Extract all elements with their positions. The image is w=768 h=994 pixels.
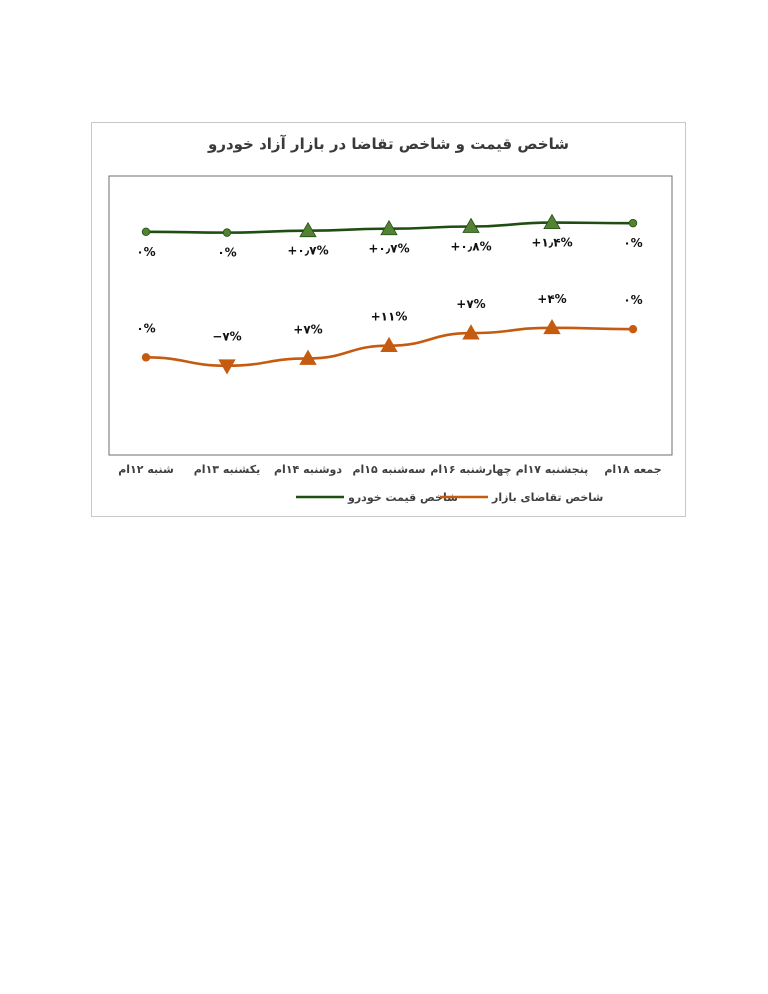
data-label-0-5: +۱٫۴% [531, 235, 573, 250]
data-point-1-0 [142, 354, 150, 362]
chart-svg [92, 123, 687, 518]
x-tick-label-6: جمعه ۱۸ام [604, 463, 662, 476]
data-label-0-3: +۰٫۷% [368, 241, 410, 256]
data-label-0-6: ۰% [623, 236, 643, 251]
data-label-1-3: +۱۱% [370, 309, 408, 324]
data-point-1-6 [629, 325, 637, 333]
x-tick-label-4: چهارشنبه ۱۶ام [430, 463, 512, 476]
data-label-1-1: −۷% [212, 329, 242, 344]
data-label-0-1: ۰% [217, 245, 237, 260]
chart-container [91, 122, 686, 517]
data-point-0-1 [223, 229, 231, 237]
data-label-1-5: +۴% [537, 291, 567, 306]
data-label-1-6: ۰% [623, 293, 643, 308]
data-label-1-2: +۷% [293, 322, 323, 337]
legend-label-0: شاخص قیمت خودرو [348, 491, 458, 504]
x-tick-label-1: یکشنبه ۱۳ام [193, 463, 261, 476]
chart-title: شاخص قیمت و شاخص تقاضا در بازار آزاد خودرو [208, 135, 569, 153]
x-tick-label-2: دوشنبه ۱۴ام [273, 463, 343, 476]
data-label-0-0: ۰% [136, 244, 156, 259]
data-point-0-6 [629, 219, 637, 227]
data-label-0-4: +۰٫۸% [450, 239, 492, 254]
data-label-1-0: ۰% [136, 321, 156, 336]
legend-label-1: شاخص تقاضای بازار [492, 491, 604, 504]
data-label-0-2: +۰٫۷% [287, 243, 329, 258]
data-label-1-4: +۷% [456, 297, 486, 312]
x-tick-label-0: شنبه ۱۲ام [118, 463, 174, 476]
x-tick-label-5: پنجشنبه ۱۷ام [515, 463, 589, 476]
data-point-0-0 [142, 228, 150, 236]
x-tick-label-3: سه‌شنبه ۱۵ام [352, 463, 426, 476]
